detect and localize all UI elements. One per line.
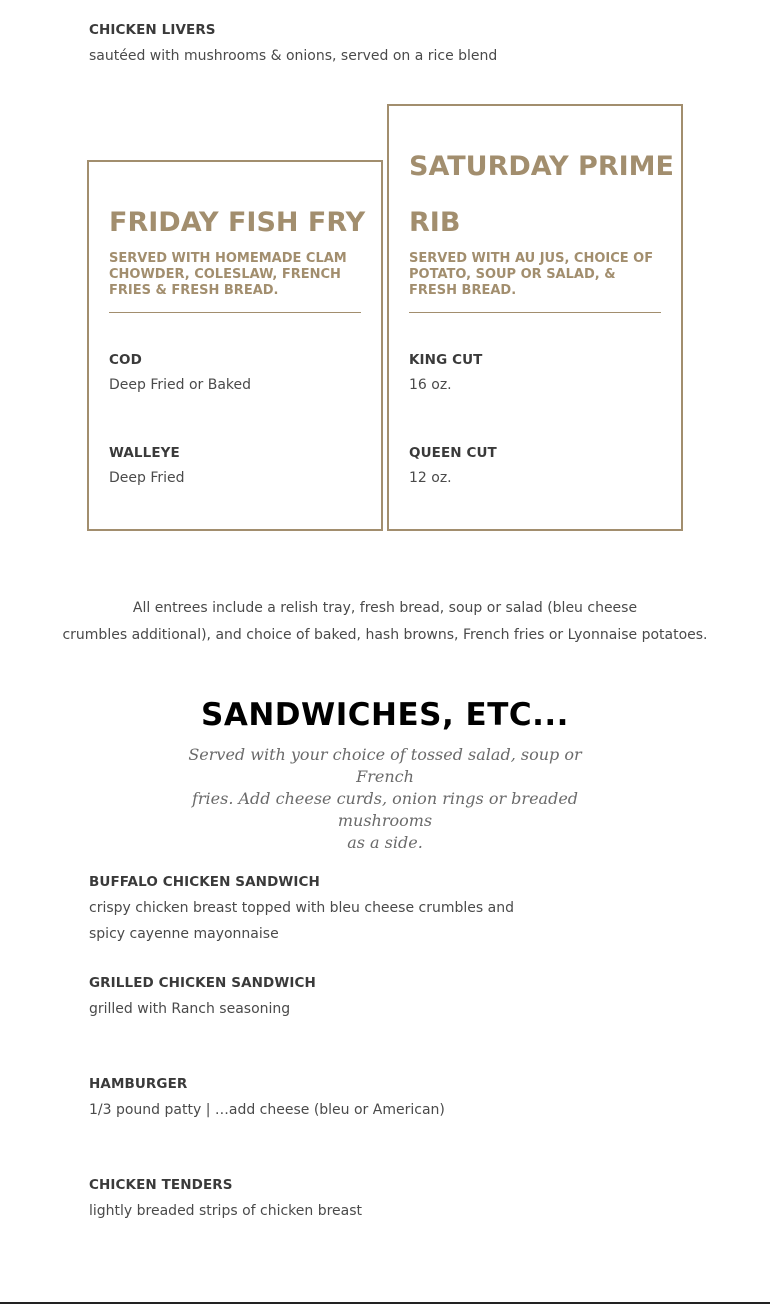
bottom-divider: [0, 1302, 770, 1304]
item-desc-hamburger: 1/3 pound patty | …add cheese (bleu or American): [89, 1102, 445, 1118]
sandwiches-note-line3: as a side.: [347, 833, 423, 852]
section-title-sandwiches: SANDWICHES, ETC...: [201, 697, 569, 733]
item-name-walleye: WALLEYE: [109, 445, 180, 461]
item-desc-buffalo-chicken-line1: crispy chicken breast topped with bleu cheese crumbles and: [89, 900, 514, 916]
item-desc-queen-cut: 12 oz.: [409, 470, 452, 486]
saturday-title-line2: RIB: [409, 207, 461, 238]
item-name-cod: COD: [109, 352, 142, 368]
entrees-note: [60, 595, 710, 649]
friday-divider: [109, 312, 361, 313]
entrees-note-line2: crumbles additional), and choice of baked, hash browns, French fries or Lyonnaise potatoes.: [62, 627, 708, 643]
item-desc-king-cut: 16 oz.: [409, 377, 452, 393]
item-desc-chicken-tenders: lightly breaded strips of chicken breast: [89, 1203, 363, 1219]
friday-subtitle: SERVED WITH HOMEMADE CLAM CHOWDER, COLESLAW, FRENCH FRIES & FRESH BREAD.: [109, 251, 347, 298]
saturday-subtitle: SERVED WITH AU JUS, CHOICE OF POTATO, SOUP OR SALAD, & FRESH BREAD.: [409, 251, 654, 298]
item-desc-cod: Deep Fried or Baked: [109, 377, 252, 393]
sandwiches-note-line2: fries. Add cheese curds, onion rings or breaded mushrooms: [191, 789, 579, 830]
item-desc-walleye: Deep Fried: [109, 470, 185, 486]
item-desc-grilled-chicken: grilled with Ranch seasoning: [89, 1001, 291, 1017]
item-name-buffalo-chicken-sandwich: BUFFALO CHICKEN SANDWICH: [89, 874, 320, 890]
item-name-queen-cut: QUEEN CUT: [409, 445, 497, 461]
item-desc-buffalo-chicken-line2: spicy cayenne mayonnaise: [89, 926, 279, 942]
item-name-hamburger: HAMBURGER: [89, 1076, 188, 1092]
item-name-king-cut: KING CUT: [409, 352, 483, 368]
friday-title: FRIDAY FISH FRY: [109, 207, 366, 238]
item-desc-chicken-livers: sautéed with mushrooms & onions, served on a rice blend: [89, 48, 498, 64]
item-name-chicken-tenders: CHICKEN TENDERS: [89, 1177, 233, 1193]
item-name-grilled-chicken-sandwich: GRILLED CHICKEN SANDWICH: [89, 975, 316, 991]
sandwiches-note: [168, 744, 602, 854]
sandwiches-note-line1: Served with your choice of tossed salad, soup or French: [188, 745, 582, 786]
saturday-title-line1: SATURDAY PRIME: [409, 151, 674, 182]
saturday-divider: [409, 312, 661, 313]
entrees-note-line1: All entrees include a relish tray, fresh bread, soup or salad (bleu cheese: [132, 600, 638, 616]
item-name-chicken-livers: CHICKEN LIVERS: [89, 22, 216, 38]
